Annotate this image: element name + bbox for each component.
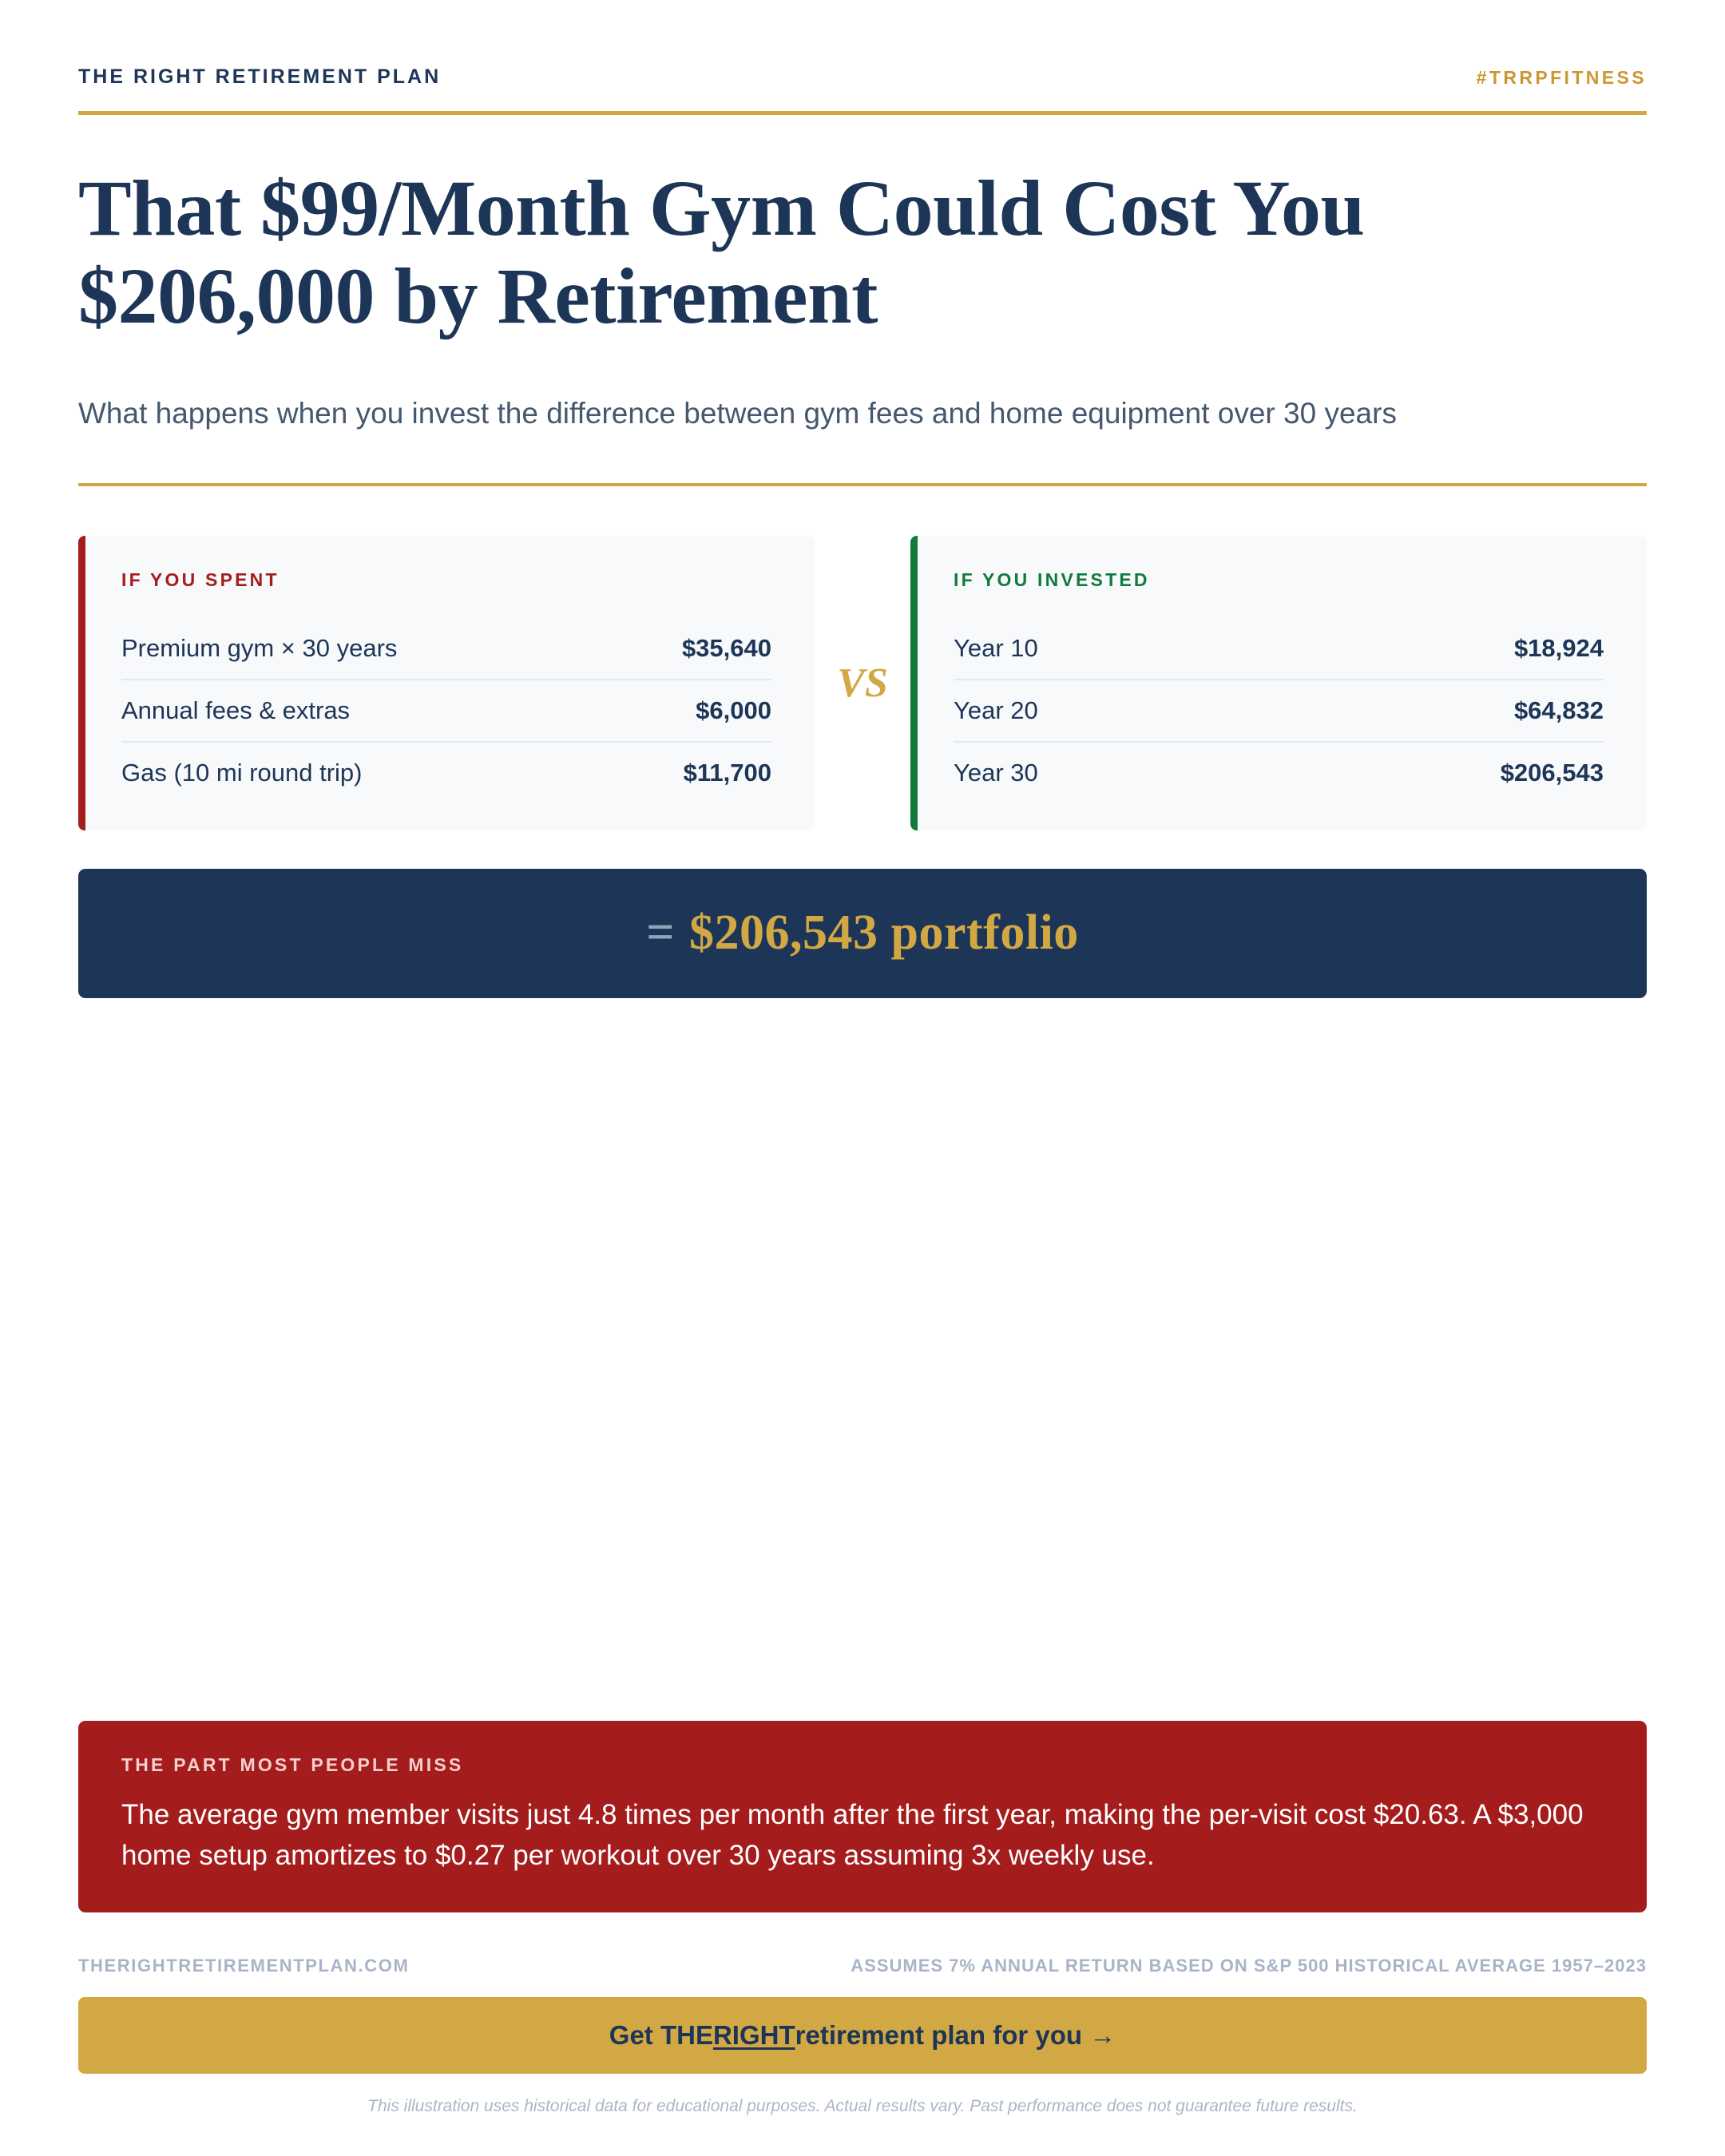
spent-item-name: Gas (10 mi round trip) xyxy=(121,758,363,787)
spent-item-value: $11,700 xyxy=(683,758,771,787)
result-banner xyxy=(78,869,1647,998)
cta-button[interactable] xyxy=(78,1997,1647,2074)
spent-line-item xyxy=(121,680,771,743)
invested-item-name: Year 20 xyxy=(954,696,1038,724)
equals-sign: = xyxy=(646,906,676,961)
campaign-hashtag: #TRRPFITNESS xyxy=(1476,67,1647,88)
callout-body: The average gym member visits just 4.8 times per month after the first year, making the per-visit cost $20.63. A $3,000 home setup amortizes to $0.27 per workout over 30 years assuming 3x weekly use. xyxy=(121,1798,1584,1871)
legal-disclaimer: This illustration uses historical data for educational purposes. Actual results vary. Past performance does not guarantee future results. xyxy=(367,2097,1358,2116)
invested-item-name: Year 30 xyxy=(954,758,1038,787)
spent-item-name: Premium gym × 30 years xyxy=(121,633,398,662)
versus-label: VS xyxy=(837,660,888,706)
invested-item-value: $64,832 xyxy=(1513,696,1604,724)
chart-area xyxy=(78,998,1647,1721)
section-divider xyxy=(78,483,1647,486)
invested-line-item xyxy=(954,618,1604,680)
brand-wordmark: THE RIGHT RETIREMENT PLAN xyxy=(78,65,442,88)
masthead-divider xyxy=(78,111,1647,115)
invested-line-item xyxy=(954,680,1604,743)
invested-item-value: $18,924 xyxy=(1513,633,1604,662)
callout-box xyxy=(78,1721,1647,1913)
spent-item-value: $6,000 xyxy=(696,696,771,724)
spent-line-item xyxy=(121,743,771,803)
cta-prefix: Get THE xyxy=(609,2020,713,2051)
card-if-you-invested xyxy=(910,536,1647,830)
masthead xyxy=(78,0,1647,87)
portfolio-amount: $206,543 portfolio xyxy=(689,906,1079,961)
spent-item-name: Annual fees & extras xyxy=(121,696,351,724)
card-if-you-spent xyxy=(78,536,815,830)
callout-label: THE PART MOST PEOPLE MISS xyxy=(121,1754,464,1775)
cta-suffix: retirement plan for you → xyxy=(795,2020,1116,2051)
footer-website[interactable]: THERIGHTRETIREMENTPLAN.COM xyxy=(78,1956,410,1976)
invested-item-value: $206,543 xyxy=(1500,758,1604,787)
page-subtitle: What happens when you invest the difference between gym fees and home equipment over 30 years xyxy=(78,397,1397,430)
cta-emphasis: RIGHT xyxy=(712,2020,795,2051)
footer-assumption: ASSUMES 7% ANNUAL RETURN BASED ON S&P 500 HISTORICAL AVERAGE 1957–2023 xyxy=(851,1956,1647,1976)
page-title: That $99/Month Gym Could Cost You $206,000 by Retirement xyxy=(78,164,1365,340)
invested-item-name: Year 10 xyxy=(954,633,1038,662)
spent-line-item xyxy=(121,618,771,680)
invested-line-item xyxy=(954,743,1604,803)
card-invested-label: IF YOU INVESTED xyxy=(954,569,1150,590)
spent-item-value: $35,640 xyxy=(681,633,771,662)
comparison-row xyxy=(78,536,1647,830)
footer-meta xyxy=(78,1956,1647,1976)
card-spent-label: IF YOU SPENT xyxy=(121,569,280,590)
